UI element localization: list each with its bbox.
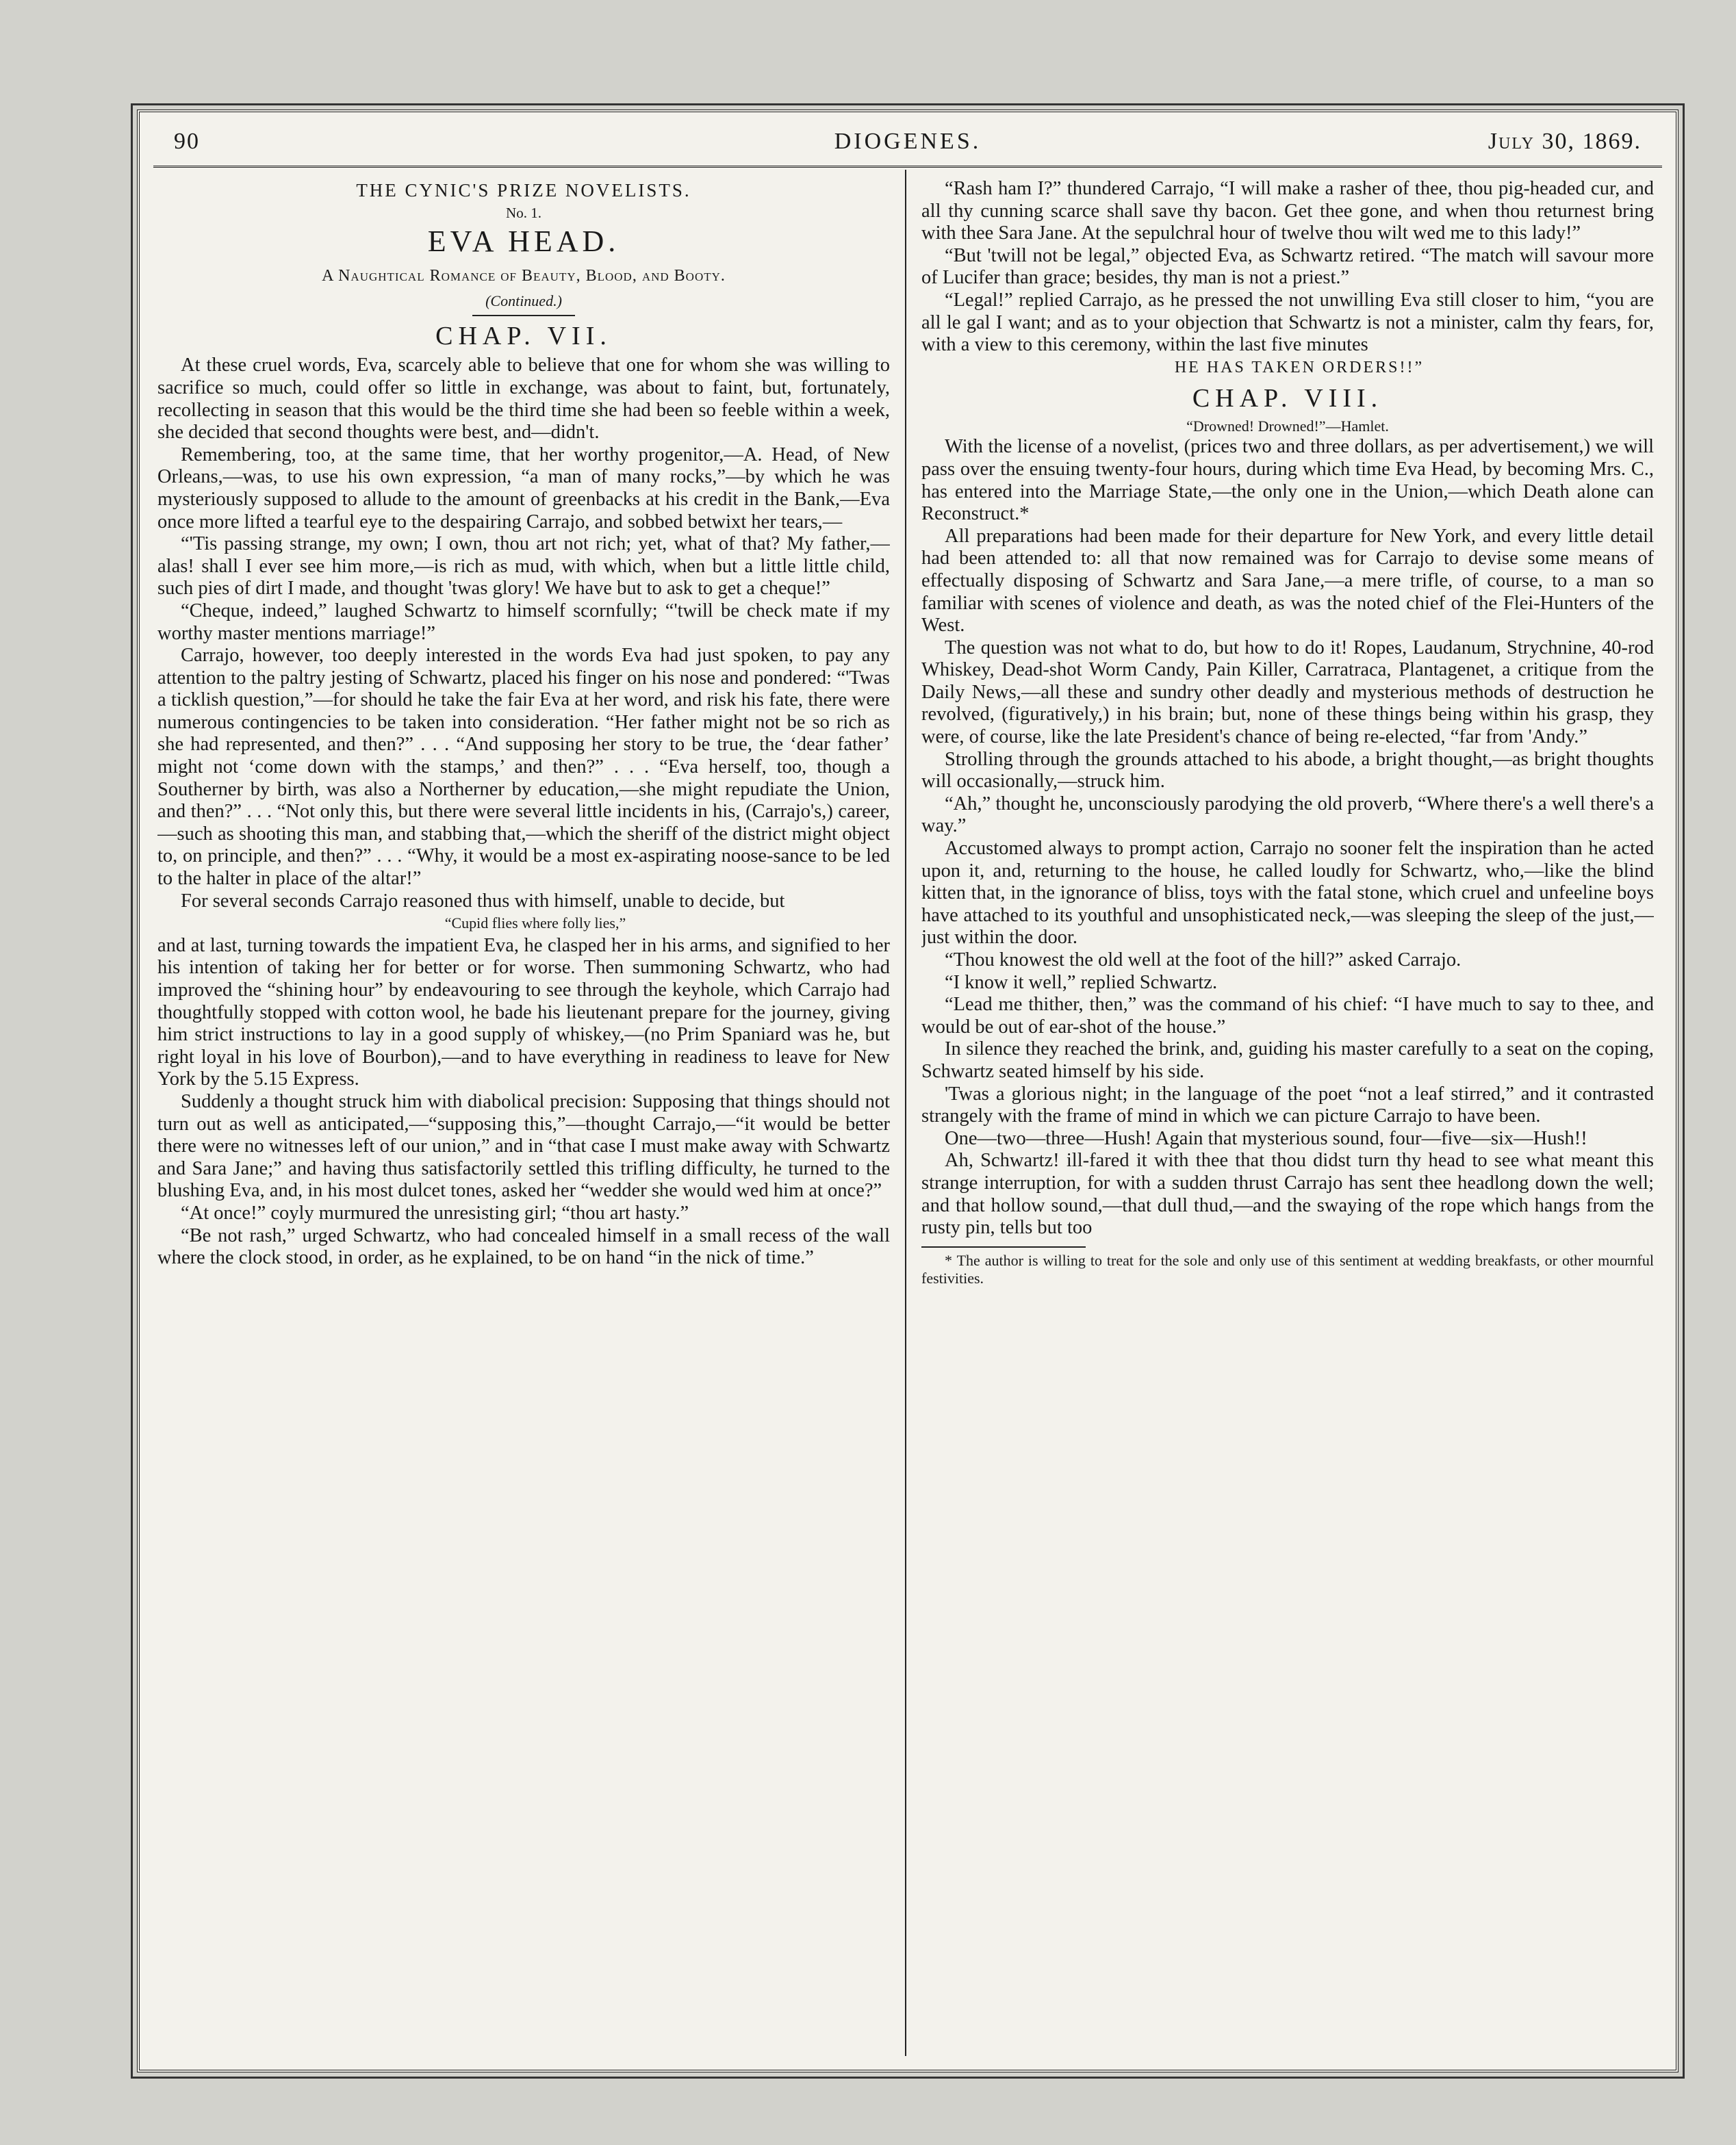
paragraph: With the license of a novelist, (prices two and three dollars, as per advertisement,) we will pass over the ensuing twenty-four hours, during which time Eva Head, by becoming Mrs. C., has entered into the Marriage State,—the only one in the Union,—which Death alone can Reconstruct.*	[921, 436, 1654, 525]
masthead-title: DIOGENES.	[834, 129, 982, 154]
paragraph: Accustomed always to prompt action, Carrajo no sooner felt the inspiration than he acted upon it, and, returning to the house, he called loudly for Schwartz, who,—like the blind kitten that, in the ignorance of bliss, toys with the fatal stone, which cruel and unfeeline boys have attached to its youthful and unsophisticated neck,—was sleeping the sleep of the just,—just within the door.	[921, 838, 1654, 949]
inline-quote: “Cupid flies where folly lies,”	[444, 914, 626, 932]
chapter-heading: CHAP. VIII.	[1192, 384, 1383, 413]
paragraph: “Rash ham I?” thundered Carrajo, “I will make a rasher of thee, thou pig-headed cur, and all thy cunning scarce shall save thy bacon. Get thee gone, and when thou returnest bring with thee Sara Jane. At the sepulchral hour of twelve thou wilt wed me to this lady!”	[921, 178, 1654, 244]
paragraph: Ah, Schwartz! ill-fared it with thee that thou didst turn thy head to see what meant this strange interruption, for with a sudden thrust Carrajo has sent thee headlong down the well; and that hollow sound,—that dull thud,—and the swaying of the rope which hangs from the rusty pin, tells but too	[921, 1150, 1654, 1239]
caps-line: HE HAS TAKEN ORDERS!!”	[1174, 358, 1425, 376]
paragraph: “Lead me thither, then,” was the command of his chief: “I have much to say to thee, and would be out of ear-shot of the house.”	[921, 994, 1654, 1038]
paragraph: Strolling through the grounds attached to his abode, a bright thought,—as bright thoughts will occasionally,—struck him.	[921, 748, 1654, 793]
paragraph: Carrajo, however, too deeply interested in the words Eva had just spoken, to pay any attention to the paltry jesting of Schwartz, placed his finger on his nose and pondered: “'Twas a ticklish question,”—for should he take the fair Eva at her word, and risk his fate, there were numerous contingencies to be taken into consideration. “Her father might not be so rich as she had represented, and then?” . . . “And supposing her story to be true, the ‘dear father’ might not ‘come down with the stamps,’ and then?” . . . “Eva herself, too, though a Southerner by birth, was also a Northerner by education,—she might repudiate the Union, and then?” . . . “Not only this, but there were several little incidents in his, (Carrajo's,) career, —such as shooting this man, and stabbing that,—which the sheriff of the district might object to, on principle, and then?” . . . “Why, it would be a most ex-aspirating noose-sance to be led to the halter in place of the altar!”	[157, 645, 890, 890]
header-rule	[153, 166, 1662, 168]
paragraph: All preparations had been made for their departure for New York, and every little detail had been attended to: all that now remained was for Carrajo to devise some means of effectually disposing of Schwartz and Sara Jane,—a mere trifle, of course, to a man so familiar with scenes of violence and death, as was the noted chief of the Flei-Hunters of the West.	[921, 525, 1654, 637]
right-column	[921, 178, 1654, 2053]
paragraph: In silence they reached the brink, and, guiding his master carefully to a seat on the coping, Schwartz seated himself by his side.	[921, 1038, 1654, 1082]
page-number: 90	[174, 129, 200, 154]
paragraph: Suddenly a thought struck him with diabolical precision: Supposing that things should not turn out as well as anticipated,—“supposing this,”—thought Carrajo,—“it would be better there were no witnesses left of our union,” and in “that case I must make away with Schwartz and Sara Jane;” and having thus satisfactorily settled this trifling difficulty, he turned to the blushing Eva, and, in his most dulcet tones, asked her “wedder she would wed him at once?”	[157, 1090, 890, 1202]
paragraph: “But 'twill not be legal,” objected Eva, as Schwartz retired. “The match will savour more of Lucifer than grace; besides, thy man is not a priest.”	[921, 244, 1654, 289]
paragraph: “'Tis passing strange, my own; I own, thou art not rich; yet, what of that? My father,—alas! shall I ever see him more,—is rich as mud, with which, when but a little little child, such pies of dirt I made, and thought 'twas glory! We have but to ask to get a cheque!”	[157, 533, 890, 600]
series-heading: THE CYNIC'S PRIZE NOVELISTS.	[356, 180, 691, 201]
column-divider	[905, 170, 906, 2056]
page-header	[160, 125, 1655, 160]
footnote: * The author is willing to treat for the sole and only use of this sentiment at wedding breakfasts, or other mournful festivities.	[921, 1251, 1654, 1287]
continued-label: (Continued.)	[485, 292, 562, 309]
chapter-heading: CHAP. VII.	[435, 322, 612, 351]
paragraph: At these cruel words, Eva, scarcely able to believe that one for whom she was willing to sacrifice so much, could offer so little in exchange, was about to faint, but, fortunately, recollecting in season that this would be the third time she had been so feeble within a week, she decided that second thoughts were best, and—didn't.	[157, 355, 890, 444]
paragraph: One—two—three—Hush! Again that mysterious sound, four—five—six—Hush!!	[945, 1127, 1587, 1149]
newspaper-page	[137, 110, 1678, 2072]
paragraph: For several seconds Carrajo reasoned thus with himself, unable to decide, but	[181, 890, 785, 912]
paragraph: “Legal!” replied Carrajo, as he pressed the not unwilling Eva still closer to him, “you are all le gal I want; and as to your objection that Schwartz is not a minister, calm thy fears, for, with a view to this ceremony, within the last five minutes	[921, 289, 1654, 356]
paragraph: “Cheque, indeed,” laughed Schwartz to himself scornfully; “'twill be check mate if my worthy master mentions marriage!”	[157, 600, 890, 644]
issue-date: July 30, 1869.	[1488, 129, 1642, 154]
paragraph: “At once!” coyly murmured the unresisting girl; “thou art hasty.”	[181, 1202, 689, 1224]
story-title: EVA HEAD.	[427, 224, 620, 259]
footnote-rule	[921, 1246, 1086, 1248]
paragraph: “Thou knowest the old well at the foot of the hill?” asked Carrajo.	[945, 949, 1461, 971]
paragraph: The question was not what to do, but how to do it! Ropes, Laudanum, Strychnine, 40-rod Whiskey, Dead-shot Worm Candy, Pain Killer, Carratraca, Plantagenet, a critique from the Daily News,—all these and sundry other deadly and mysterious methods of destruction he revolved, (figuratively,) in his brain; but, none of these things being within his grasp, they were, of course, like the late President's chance of being re-elected, “far from 'Andy.”	[921, 637, 1654, 748]
paragraph: and at last, turning towards the impatient Eva, he clasped her in his arms, and signified to her his intention of taking her for better or for worse. Then summoning Schwartz, who had improved the “shining hour” by endeavouring to see through the keyhole, which Carrajo had thoughtfully stopped with cotton wool, he bade his lieutenant prepare for the journey, giving him strict instructions to lay in a good supply of whiskey,—(no Prim Spaniard was he, but right loyal in his love of Bourbon),—and to have everything in readiness to leave for New York by the 5.15 Express.	[157, 934, 890, 1090]
paragraph: “Be not rash,” urged Schwartz, who had concealed himself in a small recess of the wall where the clock stood, in order, as he explained, to be on hand “in the nick of time.”	[157, 1224, 890, 1269]
story-subtitle: A Naughtical Romance of Beauty, Blood, and Booty.	[322, 267, 726, 285]
title-rule	[472, 315, 575, 316]
paragraph: “I know it well,” replied Schwartz.	[945, 971, 1218, 993]
paragraph: “Ah,” thought he, unconsciously parodying the old proverb, “Where there's a well there's a way.”	[921, 793, 1654, 837]
left-column	[157, 178, 890, 2053]
chapter-epigraph: “Drowned! Drowned!”—Hamlet.	[1186, 418, 1389, 435]
series-number: No. 1.	[506, 204, 541, 221]
paragraph: 'Twas a glorious night; in the language of the poet “not a leaf stirred,” and it contrasted strangely with the frame of mind in which we can picture Carrajo to have been.	[921, 1083, 1654, 1127]
paragraph: Remembering, too, at the same time, that her worthy progenitor,—A. Head, of New Orleans,—was, to use his own expression, “a man of many rocks,”—by which he was mysteriously supposed to allude to the amount of greenbacks at his credit in the Bank,—Eva once more lifted a tearful eye to the despairing Carrajo, and sobbed betwixt her tears,—	[157, 444, 890, 532]
